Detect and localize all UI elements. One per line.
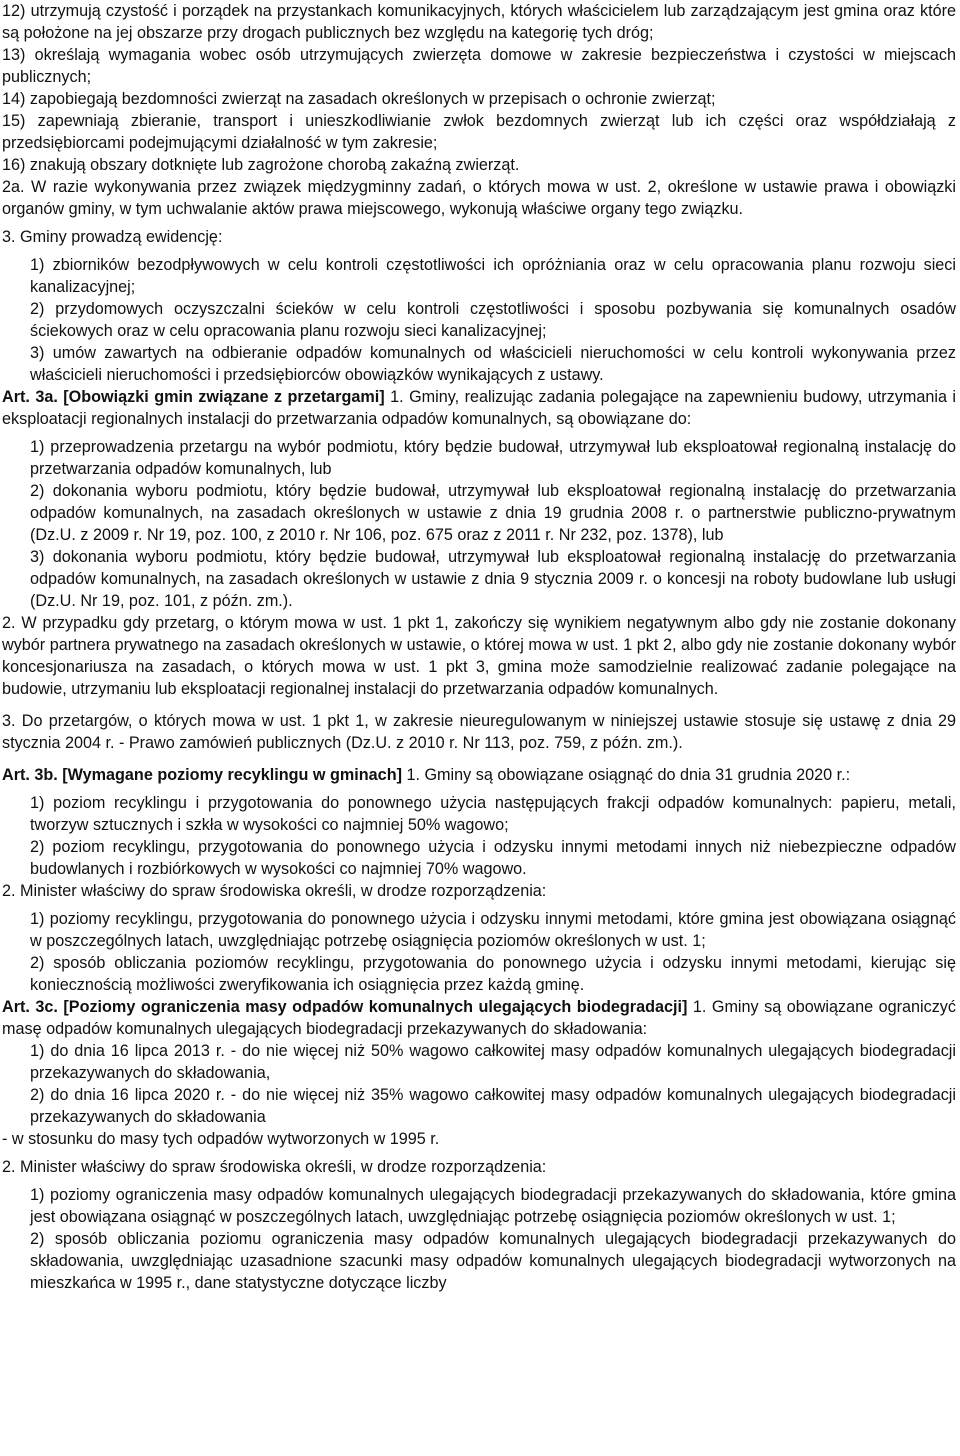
article-3b bbox=[0, 764, 960, 786]
list-item-3a-2: 2) dokonania wyboru podmiotu, który będzie budował, utrzymywał lub eksploatował regionalną instalację do przetwarzania odpadów komunalnych, na zasadach określonych w ustawie z dnia 19 grudnia 2008 r. o partnerstwie publiczno-prywatnym (Dz.U. z 2009 r. Nr 19, poz. 100, z 2010 r. Nr 106, poz. 675 oraz z 2011 r. Nr 232, poz. 1378), lub bbox=[30, 482, 956, 544]
list-item-3c-2-1: 1) poziomy ograniczenia masy odpadów komunalnych ulegających biodegradacji przekazywanych do składowania, które gmina jest obowiązana osiągnąć w poszczególnych latach, uwzględniając potrzebę osiągnięcia poziomów określonych w ust. 1; bbox=[30, 1186, 956, 1226]
article-3a-text: 1. Gminy, realizując zadania polegające na zapewnieniu budowy, utrzymania i eksploatacji regionalnych instalacji do przetwarzania odpadów komunalnych, są obowiązane do: bbox=[2, 388, 957, 428]
article-3b-text: 1. Gminy są obowiązane osiągnąć do dnia 31 grudnia 2020 r.: bbox=[406, 766, 851, 784]
paragraph-14: 14) zapobiegają bezdomności zwierząt na zasadach określonych w przepisach o ochronie zwierząt; bbox=[2, 90, 716, 108]
paragraph-3c-2: 2. Minister właściwy do spraw środowiska określi, w drodze rozporządzenia: bbox=[2, 1158, 547, 1176]
article-3a-heading: Art. 3a. [Obowiązki gmin związane z przetargami] bbox=[2, 388, 385, 406]
list-item-3-3: 3) umów zawartych na odbieranie odpadów komunalnych od właścicieli nieruchomości w celu kontroli wykonywania przez właścicieli nieruchomości i przedsiębiorców obowiązków wynikających z ustawy. bbox=[30, 344, 956, 384]
list-item-3c-1: 1) do dnia 16 lipca 2013 r. - do nie więcej niż 50% wagowo całkowitej masy odpadów komunalnych ulegających biodegradacji przekazywanych do składowania, bbox=[30, 1042, 956, 1082]
list-item-3b-2-1: 1) poziomy recyklingu, przygotowania do ponownego użycia i odzysku innymi metodami, które gmina jest obowiązana osiągnąć w poszczególnych latach, uwzględniając potrzebę osiągnięcia poziomów określonych w ust. 1; bbox=[30, 910, 956, 950]
list-item-3-1: 1) zbiorników bezodpływowych w celu kontroli częstotliwości ich opróżniania oraz w celu opracowania planu rozwoju sieci kanalizacyjnej; bbox=[30, 256, 956, 296]
paragraph-15: 15) zapewniają zbieranie, transport i unieszkodliwianie zwłok bezdomnych zwierząt lub ich części oraz współdziałają z przedsiębiorcami podejmującymi działalność w tym zakresie; bbox=[2, 112, 956, 152]
article-3a bbox=[0, 386, 960, 430]
paragraph-13: 13) określają wymagania wobec osób utrzymujących zwierzęta domowe w zakresie bezpieczeństwa i czystości w miejscach publicznych; bbox=[2, 46, 956, 86]
list-item-3a-3: 3) dokonania wyboru podmiotu, który będzie budował, utrzymywał lub eksploatował regionalną instalację do przetwarzania odpadów komunalnych, na zasadach określonych w ustawie z dnia 9 stycznia 2009 r. o koncesji na roboty budowlane lub usługi (Dz.U. Nr 19, poz. 101, z późn. zm.). bbox=[30, 548, 956, 610]
list-item-3a-1: 1) przeprowadzenia przetargu na wybór podmiotu, który będzie budował, utrzymywał lub eksploatował regionalną instalację do przetwarzania odpadów komunalnych, lub bbox=[30, 438, 956, 478]
list-item-3-2: 2) przydomowych oczyszczalni ścieków w celu kontroli częstotliwości i sposobu pozbywania się komunalnych osadów ściekowych oraz w celu opracowania planu rozwoju sieci kanalizacyjnej; bbox=[30, 300, 956, 340]
paragraph-3c-tail: - w stosunku do masy tych odpadów wytworzonych w 1995 r. bbox=[2, 1130, 440, 1148]
paragraph-16: 16) znakują obszary dotknięte lub zagrożone chorobą zakaźną zwierząt. bbox=[2, 156, 520, 174]
article-3b-heading: Art. 3b. [Wymagane poziomy recyklingu w gminach] bbox=[2, 766, 402, 784]
article-3c bbox=[0, 996, 960, 1040]
list-item-3b-2-2: 2) sposób obliczania poziomów recyklingu, przygotowania do ponownego użycia i odzysku innymi metodami, kierując się koniecznością możliwości zweryfikowania ich osiągnięcia przez każdą gminę. bbox=[30, 954, 956, 994]
paragraph-2a: 2a. W razie wykonywania przez związek międzygminny zadań, o których mowa w ust. 2, określone w ustawie prawa i obowiązki organów gminy, w tym uchwalanie aktów prawa miejscowego, wykonują właściwe organy tego związku. bbox=[2, 178, 956, 218]
list-item-3c-2: 2) do dnia 16 lipca 2020 r. - do nie więcej niż 35% wagowo całkowitej masy odpadów komunalnych ulegających biodegradacji przekazywanych do składowania bbox=[30, 1086, 956, 1126]
list-item-3b-1: 1) poziom recyklingu i przygotowania do ponownego użycia następujących frakcji odpadów komunalnych: papieru, metali, tworzyw sztucznych i szkła w wysokości co najmniej 50% wagowo; bbox=[30, 794, 956, 834]
paragraph-3-ewidencja: 3. Gminy prowadzą ewidencję: bbox=[2, 228, 223, 246]
paragraph-12: 12) utrzymują czystość i porządek na przystankach komunikacyjnych, których właścicielem lub zarządzającym jest gmina oraz które są położone na jej obszarze przy drogach publicznych bez względu na kategorię tych dróg; bbox=[2, 2, 956, 42]
article-3c-text: 1. Gminy są obowiązane ograniczyć masę odpadów komunalnych ulegających biodegradacji przekazywanych do składowania: bbox=[2, 998, 956, 1038]
list-item-3c-2-2: 2) sposób obliczania poziomu ograniczenia masy odpadów komunalnych ulegających biodegradacji przekazywanych do składowania, uwzględniając uzasadnione szacunki masy odpadów komunalnych ulegających biodegradacji wytworzonych na mieszkańca w 1995 r., dane statystyczne dotyczące liczby bbox=[30, 1230, 956, 1292]
paragraph-3b-2: 2. Minister właściwy do spraw środowiska określi, w drodze rozporządzenia: bbox=[2, 882, 547, 900]
paragraph-3a-2: 2. W przypadku gdy przetarg, o którym mowa w ust. 1 pkt 1, zakończy się wynikiem negatywnym albo gdy nie zostanie dokonany wybór partnera prywatnego na zasadach określonych w ustawie, o której mowa w ust. 1 pkt 2, albo gdy nie zostanie dokonany wybór koncesjonariusza na zasadach, o których mowa w ust. 1 pkt 3, gmina może samodzielnie realizować zadanie polegające na budowie, utrzymaniu lub eksploatacji regionalnej instalacji do przetwarzania odpadów komunalnych. bbox=[2, 614, 956, 698]
article-3c-heading: Art. 3c. [Poziomy ograniczenia masy odpadów komunalnych ulegających biodegradacji] bbox=[2, 998, 688, 1016]
paragraph-3a-3: 3. Do przetargów, o których mowa w ust. 1 pkt 1, w zakresie nieuregulowanym w niniejszej ustawie stosuje się ustawę z dnia 29 stycznia 2004 r. - Prawo zamówień publicznych (Dz.U. z 2010 r. Nr 113, poz. 759, z późn. zm.). bbox=[2, 712, 956, 752]
list-item-3b-2: 2) poziom recyklingu, przygotowania do ponownego użycia i odzysku innymi metodami innych niż niebezpieczne odpadów budowlanych i rozbiórkowych w wysokości co najmniej 70% wagowo. bbox=[30, 838, 956, 878]
